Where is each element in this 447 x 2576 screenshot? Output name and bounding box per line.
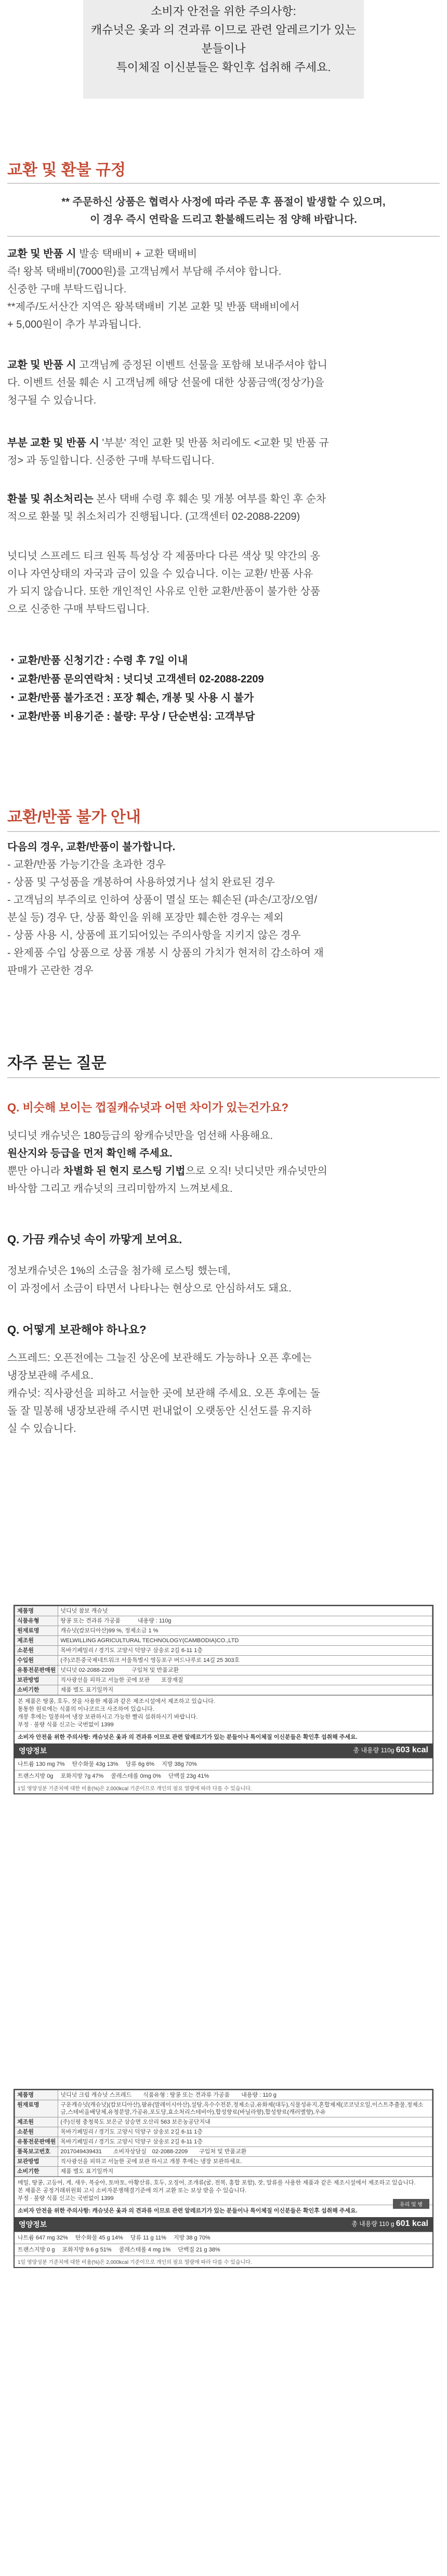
nutrition-total: 총 내용량 110 g 601 kcal <box>351 2219 428 2228</box>
divider <box>7 1077 440 1078</box>
refund-paragraph-partial <box>7 434 440 469</box>
refund-paragraph-product-note <box>7 547 440 618</box>
unavailable-list <box>7 838 440 980</box>
answer-line: 스프레드: 오픈전에는 그늘진 상온에 보관해도 가능하나 오픈 후에는 <box>7 1352 312 1364</box>
label-row: 제품명 넛디넛 참보 캐슈넛 <box>15 1606 432 1616</box>
label-row: 보관방법 직사광선을 피하고 서늘한 곳에 보관 하시고 개봉 후에는 냉장 보관하세요. <box>15 2157 432 2167</box>
answer-line: 이 과정에서 소금이 타면서 나타나는 현상으로 안심하셔도 돼요. <box>7 1283 292 1294</box>
unavailable-item: - 상품 및 구성품을 개봉하여 사용하였거나 설치 완료된 경우 <box>7 877 275 888</box>
center-note-line: 이 경우 즉시 연락을 드리고 환불해드리는 점 양해 바랍니다. <box>90 214 357 225</box>
nutrition-footnote: 1일 영양성분 기준치에 대한 비율(%)은 2,000kcal 기준이므로 개인의 필요 열량에 따라 다를 수 있습니다. <box>15 1782 432 1793</box>
divider <box>7 183 440 184</box>
warning-line: 부정 · 불량 식품 신고는 국번없이 1399 <box>18 1722 114 1728</box>
warning-line: 본 제품은 공정거래위원회 고시 소비자분쟁해결기준에 의거 교환 또는 보상 받을 수 있습니다. <box>18 2188 247 2194</box>
label-row: 보관방법 직사광선을 피하고 서늘한 곳에 보관 포장재질 <box>15 1675 432 1685</box>
refund-paragraph-processing <box>7 490 440 526</box>
label-row: 원재료명 구운캐슈넛(캐슈넛)(캄보디아산),팜유(말레이시아산),설탕,옥수수전분,정제소금,유화제(대두),식물성유지,혼합제제(코코넛오일,이스트추출물,정제소금,스테비올배당체,유청분말,가공유,포도당,효소처리스테비아),합성향료(바닐라향),합성향료(캐러멜향),우유 <box>15 2100 432 2117</box>
notice-line: 분들이나 <box>201 42 246 55</box>
nutrition-title: 영양정보 <box>19 2220 47 2229</box>
label-row: 제조원 WELWILLING AGRICULTURAL TECHNOLOGY(CAMBODIA)CO.,LTD <box>15 1636 432 1646</box>
answer-line: 바삭함 그리고 캐슈넛의 크리미함까지 느껴보세요. <box>7 1183 233 1195</box>
faq-answer <box>7 1127 440 1198</box>
para-line: + 5,000원이 추가 부과됩니다. <box>7 319 141 330</box>
nutrition-header <box>15 1743 432 1758</box>
label-row: 식품유형 땅콩 또는 견과류 가공품 내용량 : 110g <box>15 1616 432 1626</box>
nutrition-footnote: 1일 영양성분 기준치에 대한 비율(%)은 2,000kcal 기준이므로 개인의 필요 열량에 따라 다를 수 있습니다. <box>15 2256 432 2267</box>
refund-policy-title: 교환 및 환불 규정 <box>7 162 126 179</box>
nutrition-row: 나트륨 647 mg 32% 탄수화물 45 g 14% 당류 11 g 11% 지방 38 g 70% <box>15 2232 432 2244</box>
answer-line: 실 수 있습니다. <box>7 1423 76 1434</box>
warning-line: 개봉 후에는 밀봉하여 냉장 보관하시고 가능한 빨리 섭취하시기 바랍니다. <box>18 1714 198 1720</box>
para-line: 가 되지 않습니다. 또한 개인적인 사유로 인한 교환/반품이 불가한 상품 <box>7 586 321 597</box>
product-label-spread <box>14 2089 433 2268</box>
para-line: 즉! 왕복 택배비(7000원)를 고객님께서 부담해 주셔야 합니다. <box>7 266 282 277</box>
label-warnings <box>15 1695 432 1731</box>
warning-line: 통통한 원료에는 식품의 이나코르크 사조하여 있습니다. <box>18 1706 154 1712</box>
faq-question: Q. 어떻게 보관해야 하나요? <box>7 1323 147 1336</box>
allergy-notice-box <box>83 0 364 99</box>
answer-line: 정보캐슈넛은 1%의 소금을 첨가해 로스팅 했는데, <box>7 1265 231 1277</box>
faq-answer <box>7 1349 440 1438</box>
unavailable-lead: 다음의 경우, 교환/반품이 불가합니다. <box>7 841 176 853</box>
nutrition-row: 나트륨 130 mg 7% 탄수화물 43g 13% 당류 6g 6% 지방 38g 70% <box>15 1758 432 1770</box>
unavailable-title: 교환/반품 불가 안내 <box>7 809 141 826</box>
para-line: 정> 과 동일합니다. 신중한 구매 부탁드립니다. <box>7 455 215 466</box>
divider <box>7 831 440 832</box>
label-row: 유통전문판매원 목바기페밀리 / 경기도 고양시 덕양구 삼송로 2길 6-11 1층 <box>15 2137 432 2147</box>
label-allergy-warning: 소비자 안전을 위한 주의사항: 캐슈넛은 옻과 의 견과류 이므로 관련 알레르기가 있는 분들이나 특이체질 이신분들은 확인후 섭취해 주세요. <box>15 1731 432 1743</box>
unavailable-item: 분실 등) 경우 단, 상품 확인을 위해 포장만 훼손한 경우는 제외 <box>7 912 284 923</box>
refund-paragraph-shipping <box>7 245 440 333</box>
packaging-badge: 유리 및 병 <box>393 2199 429 2209</box>
warning-line: 메밀, 땅콩, 고등어, 게, 새우, 복숭아, 토마토, 아황산류, 호두, 오징어, 조개류(굴, 전복, 홍합 포함), 잣, 알류를 사용한 제품과 같은 제조시설에서 제조하고 있습니다. <box>18 2180 416 2186</box>
warning-line: 부정 · 불량 식품 신고는 국번없이 1399 <box>18 2195 114 2202</box>
unavailable-item: - 완제품 수입 상품으로 상품 개봉 시 상품의 가치가 현저히 감소하여 재 <box>7 947 324 959</box>
faq-question: Q. 비슷해 보이는 껍질캐슈넛과 어떤 차이가 있는건가요? <box>7 1101 288 1114</box>
para-line: 청구될 수 있습니다. <box>7 395 97 406</box>
nutrition-row: 트랜스지방 0g 포화지방 7g 47% 콜레스테롤 0mg 0% 단백질 23g 41% <box>15 1770 432 1782</box>
faq-title: 자주 묻는 질문 <box>7 1055 107 1072</box>
para-line: 적으로 환불 및 취소처리가 진행됩니다. (고객센터 02-2088-2209) <box>7 511 300 522</box>
notice-line: 캐슈넛은 옻과 의 견과류 이므로 관련 알레르기가 있는 <box>90 23 357 36</box>
answer-line: 넛디넛 캐슈넛은 180등급의 왕캐슈넛만을 엄선해 사용해요. <box>7 1130 273 1142</box>
summary-item: ・교환/반품 비용기준 : 불량: 무상 / 단순변심: 고객부담 <box>7 711 255 722</box>
summary-item: ・교환/반품 문의연락처 : 넛디넛 고객센터 02-2088-2209 <box>7 674 264 685</box>
label-row: 제조원 (주)신평 충청북도 보은군 삼승면 오산리 563 보은농공단지내 <box>15 2117 432 2127</box>
center-note-line: ** 주문하신 상품은 협력사 사정에 따라 주문 후 품절이 발생할 수 있으며, <box>61 196 386 208</box>
refund-paragraph-gift <box>7 356 440 409</box>
para-line: 교환 및 반품 시 고객님께 증정된 이벤트 선물을 포함해 보내주셔야 합니 <box>7 359 327 371</box>
nutrition-header <box>15 2217 432 2232</box>
summary-item: ・교환/반품 신청기간 : 수령 후 7일 이내 <box>7 655 188 666</box>
refund-summary-list <box>7 651 440 726</box>
label-row: 소분원 목바기페밀리 / 경기도 고양시 덕양구 삼송로 2길 6-11 1층 <box>15 1646 432 1656</box>
answer-line: 돌 잘 밀봉해 냉장보관해 주시면 펀내없이 오랫동안 신선도를 유지하 <box>7 1405 312 1417</box>
refund-center-note <box>7 193 440 229</box>
label-row: 품목보고번호 2017049439431 소비자상담실 02-2088-2209 구입처 및 반품교환 <box>15 2147 432 2157</box>
label-allergy-warning: 소비자 안전을 위한 주의사항: 캐슈넛은 옻과 의 견과류 이므로 관련 알레르기가 있는 분들이나 특이체질 이신분들은 확인후 섭취해 주세요. <box>15 2205 432 2217</box>
faq-answer <box>7 1262 440 1297</box>
label-row: 소분원 목바기페밀리 / 경기도 고양시 덕양구 삼송로 2길 6-11 1층 <box>15 2127 432 2137</box>
label-row: 유통전문판매원 넛디넛 02-2088-2209 구입처 및 반품교환 <box>15 1666 432 1675</box>
label-row: 소비기한 제품 별도 표기일까지 <box>15 2167 432 2177</box>
answer-line: 냉장보관해 주세요. <box>7 1370 94 1381</box>
para-line: **제주/도서산간 지역은 왕복택배비 기본 교환 및 반품 택배비에서 <box>7 301 300 313</box>
unavailable-item: - 상품 사용 시, 상품에 표기되어있는 주의사항을 지키지 않은 경우 <box>7 930 301 941</box>
label-warnings <box>15 2177 432 2205</box>
summary-item: ・교환/반품 불가조건 : 포장 훼손, 개봉 및 사용 시 불가 <box>7 692 254 704</box>
label-row: 제품명 넛디넛 크림 캐슈넛 스프레드 식품유형 : 땅콩 또는 견과류 가공품 내용량 : 110 g <box>15 2090 432 2100</box>
nutrition-row: 트랜스지방 0 g 포화지방 9.6 g 51% 콜레스테롤 4 mg 1% 단백질 21 g 38% <box>15 2244 432 2256</box>
para-line: 다. 이벤트 선물 훼손 시 고객님께 해당 선물에 대한 상품금액(정상가)을 <box>7 377 324 388</box>
answer-line: 원산지와 등급을 먼저 확인해 주세요. <box>7 1148 173 1159</box>
unavailable-item: 판매가 곤란한 경우 <box>7 965 94 976</box>
label-row: 수입원 (주)코튼중국제네트워크 서울특별시 영등포구 버드나루로 14길 25 303호 <box>15 1656 432 1666</box>
answer-line: 뿐만 아니라 차별화 된 현지 로스팅 기법으로 오직! 넛디넛만 캐슈넛만의 <box>7 1165 327 1177</box>
para-line: 이나 자연상태의 자국과 금이 있을 수 있습니다. 이는 교환/ 반품 사유 <box>7 568 313 580</box>
notice-line: 특이체질 이신분들은 확인후 섭취해 주세요. <box>116 61 331 74</box>
para-line: 으로 신중한 구매 부탁드립니다. <box>7 603 150 615</box>
answer-line: 캐슈넛: 직사광선을 피하고 서늘한 곳에 보관해 주세요. 오픈 후에는 돌 <box>7 1388 321 1399</box>
label-row: 소비기한 제품 별도 표기일까지 <box>15 1685 432 1695</box>
product-label-cashew <box>14 1605 433 1794</box>
unavailable-item: - 고객님의 부주의로 인하여 상품이 멸실 또는 훼손된 (파손/고장/오염/ <box>7 894 318 906</box>
para-line: 교환 및 반품 시 발송 택배비 + 교환 택배비 <box>7 248 198 260</box>
faq-question: Q. 가끔 캐슈넛 속이 까맣게 보여요. <box>7 1233 182 1246</box>
warning-line: 본 제품은 땅콩, 호두, 잣을 사용한 제품과 같은 제조시설에서 제조하고 있습니다. <box>18 1698 215 1705</box>
label-info-table <box>15 1606 432 1695</box>
para-line: 넛디넛 스프레드 티크 원톡 특성상 각 제품마다 다른 색상 및 약간의 옹 <box>7 551 321 562</box>
label-row: 원재료명 캐슈넛(캄보디아산)99 %, 정제소금 1 % <box>15 1626 432 1636</box>
divider <box>7 236 440 237</box>
para-line: 신중한 구매 부탁드립니다. <box>7 284 127 295</box>
nutrition-total: 총 내용량 110g 603 kcal <box>353 1746 428 1754</box>
para-line: 환불 및 취소처리는 본사 택배 수령 후 훼손 및 개봉 여부를 확인 후 순차 <box>7 493 326 505</box>
unavailable-item: - 교환/반품 가능기간을 초과한 경우 <box>7 859 166 870</box>
para-line: 부분 교환 및 반품 시 '부분' 적인 교환 및 반품 처리에도 <교환 및 반품 규 <box>7 437 329 449</box>
label-info-table <box>15 2090 432 2177</box>
nutrition-title: 영양정보 <box>19 1747 47 1755</box>
notice-line: 소비자 안전을 위한 주의사항: <box>151 5 296 18</box>
